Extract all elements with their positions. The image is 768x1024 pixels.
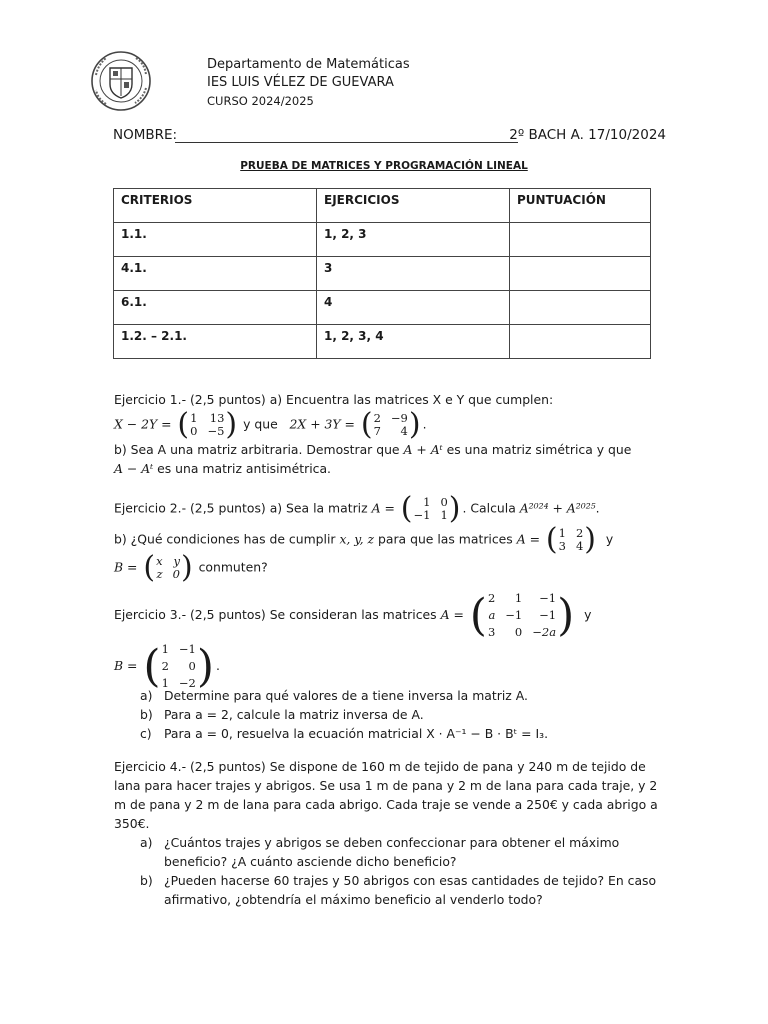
text: Ejercicio 2.- (2,5 puntos) a) Sea la matriz (114, 500, 372, 516)
course-year: CURSO 2024/2025 (207, 94, 314, 108)
matrix-entry: 3 (558, 539, 566, 553)
matrix-a: ( 2 1 −1 a −1 −1 3 0 −2a ) (469, 589, 575, 641)
exercise-3-intro (114, 590, 591, 641)
item-text: Determine para qué valores de a tiene inversa la matriz A. (164, 688, 528, 703)
matrix-entry: z (156, 567, 163, 581)
math: x, y, z (339, 531, 375, 547)
item-label: a) (140, 835, 153, 850)
score-cell[interactable] (510, 257, 651, 291)
table-row (114, 257, 651, 291)
item-text: ¿Pueden hacerse 60 trajes y 50 abrigos con esas cantidades de tejido? En caso (164, 873, 657, 888)
matrix-entry: 1 (440, 508, 448, 522)
period: . (595, 500, 600, 516)
matrix-entry: x (156, 554, 163, 568)
list-item (140, 724, 548, 743)
exercise-1-b-line2 (114, 459, 631, 478)
table-cell: 4 (317, 291, 510, 325)
matrix-entry: 2 (487, 591, 496, 605)
exercise-4-line: lana para hacer trajes y abrigos. Se usa 1 m de pana y 2 m de lana para cada traje, y 2 (114, 778, 658, 793)
matrix-entry: y (173, 554, 180, 568)
item-text: Para a = 2, calcule la matriz inversa de A. (164, 707, 424, 722)
exercise-2-b-line2 (114, 550, 613, 585)
exercise-2 (114, 491, 614, 585)
matrix-entry: −5 (207, 424, 225, 438)
math: B = (114, 559, 138, 575)
list-item (140, 705, 548, 724)
text: y (584, 607, 592, 622)
eq2-lhs: 2X + 3Y = (289, 416, 355, 432)
math: A = (440, 607, 464, 622)
matrix-entry: −1 (539, 608, 557, 622)
item-label: a) (140, 688, 153, 703)
matrix-entry: 0 (188, 659, 196, 673)
matrix-entry: 0 (190, 424, 198, 438)
matrix-entry: −1 (505, 608, 523, 622)
matrix-2: ( 2 −9 7 4 ) (360, 407, 421, 442)
table-row (114, 223, 651, 257)
exercise-3 (114, 590, 591, 692)
matrix-entry: 4 (400, 424, 408, 438)
matrix-entry: 13 (209, 411, 225, 425)
text: para que las matrices (374, 531, 517, 547)
list-item (140, 833, 656, 871)
exercise-1-b-line1 (114, 440, 631, 459)
matrix-entry: 7 (373, 424, 381, 438)
matrix-entry: 3 (487, 625, 496, 639)
school-name: IES LUIS VÉLEZ DE GUEVARA (207, 75, 394, 90)
matrix-entry: 2 (575, 526, 584, 540)
math: A²⁰²⁴ + A²⁰²⁵ (519, 500, 596, 516)
school-seal-logo (88, 50, 154, 112)
criteria-table (113, 188, 651, 359)
name-label: NOMBRE: (113, 127, 178, 143)
matrix-entry: −1 (413, 508, 431, 522)
item-text: ¿Cuántos trajes y abrigos se deben confeccionar para obtener el máximo (164, 835, 620, 850)
matrix-entry: 1 (558, 526, 566, 540)
text: conmuten? (194, 559, 268, 575)
period: . (422, 416, 427, 432)
text: es una matriz antisimétrica. (153, 461, 331, 476)
item-text: beneficio? ¿A cuánto asciende dicho beneficio? (164, 854, 457, 869)
header-block (207, 56, 410, 110)
text: . Calcula (462, 500, 520, 516)
table-row (114, 325, 651, 359)
item-text: Para a = 0, resuelva la ecuación matricial X · A⁻¹ − B · Bᵗ = I₃. (164, 726, 549, 741)
table-cell: 1.2. – 2.1. (114, 325, 317, 359)
table-cell: 4.1. (114, 257, 317, 291)
matrix-1: ( 1 13 0 −5 ) (177, 407, 238, 442)
matrix-entry: 4 (575, 539, 584, 553)
exercise-1-equations (114, 407, 631, 442)
score-cell[interactable] (510, 291, 651, 325)
name-field-line[interactable] (175, 142, 518, 143)
exercise-4 (114, 757, 658, 833)
matrix-entry: 2 (161, 659, 169, 673)
text: es una matriz simétrica y que (442, 442, 632, 457)
group-date: 2º BACH A. 17/10/2024 (509, 127, 666, 143)
math: A = (371, 500, 395, 516)
list-item (140, 871, 656, 909)
table-header: EJERCICIOS (317, 189, 510, 223)
text: y (605, 531, 614, 547)
matrix-a: ( 1 0 −1 1 ) (400, 491, 461, 526)
matrix-entry: 1 (161, 676, 169, 690)
table-header: PUNTUACIÓN (510, 189, 651, 223)
matrix-entry: 0 (440, 495, 448, 509)
math: A + Aᵗ (403, 442, 443, 457)
eq1-lhs: X − 2Y = (114, 416, 172, 432)
exercise-1 (114, 390, 631, 478)
table-cell: 1, 2, 3, 4 (317, 325, 510, 359)
table-header-row (114, 189, 651, 223)
list-item (140, 686, 548, 705)
matrix-a2: ( 1 2 3 4 ) (545, 522, 597, 557)
score-cell[interactable] (510, 325, 651, 359)
matrix-entry: −9 (390, 411, 408, 425)
table-cell: 1.1. (114, 223, 317, 257)
matrix-entry: 1 (161, 642, 169, 656)
exercise-3-b (114, 641, 591, 692)
matrix-entry: 0 (514, 625, 523, 639)
name-row (113, 127, 666, 147)
exercise-1-intro: Ejercicio 1.- (2,5 puntos) a) Encuentra las matrices X e Y que cumplen: (114, 392, 554, 407)
exercise-4-line: 350€. (114, 816, 150, 831)
exercise-4-line: Ejercicio 4.- (2,5 puntos) Se dispone de 160 m de tejido de pana y 240 m de tejido de (114, 759, 646, 774)
matrix-entry: a (488, 608, 496, 622)
item-label: c) (140, 726, 152, 741)
matrix-b: ( 1 −1 2 0 1 −2 ) (143, 640, 215, 692)
table-cell: 3 (317, 257, 510, 291)
math: A − Aᵗ (114, 461, 154, 476)
math: A = (516, 531, 540, 547)
matrix-b: ( x y z 0 ) (143, 550, 193, 585)
score-cell[interactable] (510, 223, 651, 257)
text: Ejercicio 3.- (2,5 puntos) Se consideran las matrices (114, 607, 441, 622)
item-label: b) (140, 873, 153, 888)
math: B = (114, 658, 138, 673)
matrix-entry: −2a (532, 625, 557, 639)
table-cell: 1, 2, 3 (317, 223, 510, 257)
table-header: CRITERIOS (114, 189, 317, 223)
matrix-entry: 1 (423, 495, 431, 509)
matrix-entry: 1 (190, 411, 198, 425)
table-cell: 6.1. (114, 291, 317, 325)
text: b) ¿Qué condiciones has de cumplir (114, 531, 340, 547)
matrix-entry: 1 (514, 591, 523, 605)
department-name: Departamento de Matemáticas (207, 57, 410, 72)
matrix-entry: −1 (178, 642, 196, 656)
and-text: y que (243, 416, 278, 432)
period: . (216, 658, 220, 673)
matrix-entry: −1 (539, 591, 557, 605)
table-row (114, 291, 651, 325)
item-label: b) (140, 707, 153, 722)
exercise-2-a (114, 491, 613, 526)
exam-title: PRUEBA DE MATRICES Y PROGRAMACIÓN LINEAL (240, 160, 528, 172)
item-text: afirmativo, ¿obtendría el máximo beneficio al venderlo todo? (164, 892, 543, 907)
matrix-entry: −2 (178, 676, 196, 690)
matrix-entry: 0 (172, 567, 180, 581)
exercise-3-items (140, 686, 548, 743)
exercise-4-items (140, 833, 656, 909)
matrix-entry: 2 (373, 411, 381, 425)
exercise-4-line: m de pana y 2 m de lana para cada abrigo. Cada traje se vende a 250€ y cada abrigo a (114, 797, 658, 812)
text: b) Sea A una matriz arbitraria. Demostrar que (114, 442, 404, 457)
